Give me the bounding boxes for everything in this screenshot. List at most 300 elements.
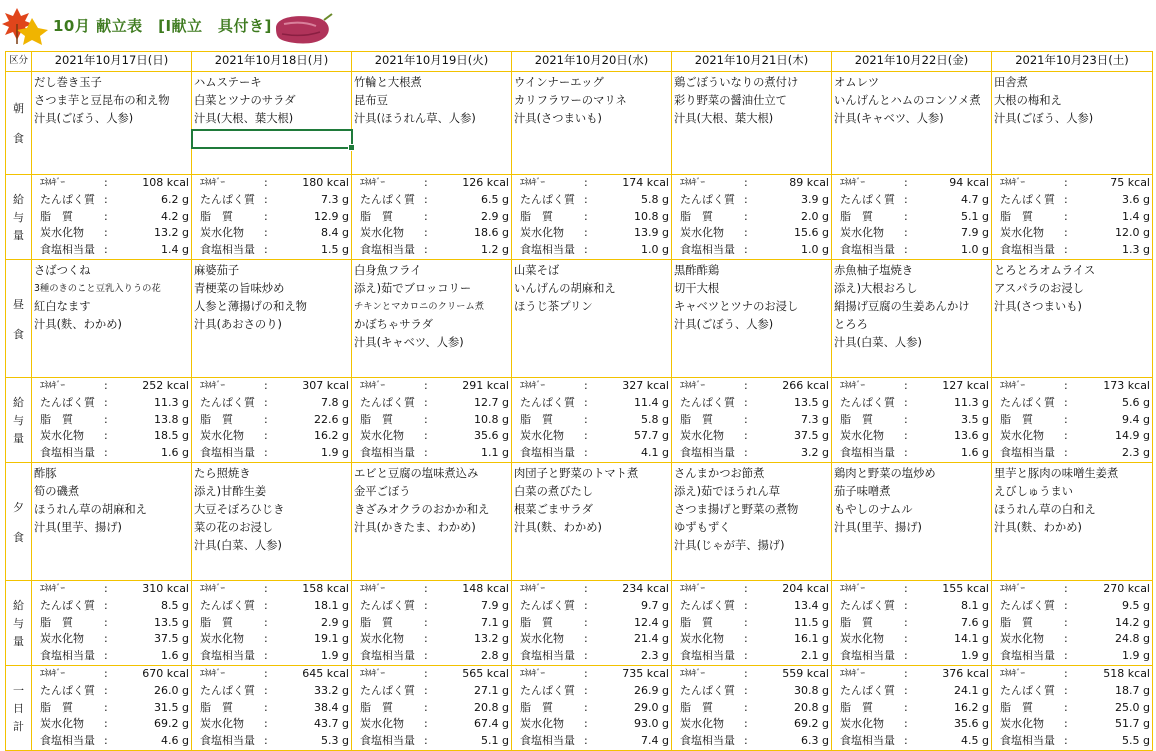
nutrient-value: 16.1 g xyxy=(794,632,829,646)
nutrition-row xyxy=(672,192,831,209)
nutrition-row xyxy=(992,445,1152,462)
dish-cell[interactable] xyxy=(192,72,352,175)
nutrition-cell[interactable] xyxy=(672,175,832,260)
date-header[interactable]: 2021年10月18日(月) xyxy=(192,52,352,72)
nutrition-cell[interactable] xyxy=(512,666,672,751)
nutrient-label: ｴﾈﾙｷﾞｰ xyxy=(360,178,385,188)
nutrient-label: たんぱく質 xyxy=(40,395,95,409)
nutrient-value: 2.3 g xyxy=(1122,446,1150,460)
nutrient-label: たんぱく質 xyxy=(200,683,255,697)
fill-handle[interactable] xyxy=(348,144,355,151)
nutrition-row xyxy=(832,445,991,462)
colon-separator: : xyxy=(584,700,588,714)
nutrient-label: ｴﾈﾙｷﾞｰ xyxy=(200,669,225,679)
nutrient-value: 2.9 g xyxy=(321,615,349,629)
dish-item: さんまかつお節煮 xyxy=(674,467,765,480)
nutrient-label: 炭水化物 xyxy=(200,632,244,646)
kyuyoryo-label-char: 与 xyxy=(13,617,24,630)
dish-item: 汁具(麩、わかめ) xyxy=(34,318,122,331)
nutrient-value: 7.4 g xyxy=(641,734,669,748)
nutrition-cell[interactable] xyxy=(992,175,1153,260)
sheet-header xyxy=(0,0,1156,50)
nutrition-row xyxy=(672,445,831,462)
colon-separator: : xyxy=(424,379,428,392)
dish-list xyxy=(192,72,351,128)
dish-cell[interactable] xyxy=(352,260,512,378)
colon-separator: : xyxy=(904,683,908,697)
nutrient-label: たんぱく質 xyxy=(360,598,415,612)
nutrition-row xyxy=(992,209,1152,226)
nutrition-row xyxy=(352,598,511,615)
nutrition-row xyxy=(512,666,671,683)
nutrition-cell[interactable] xyxy=(32,666,192,751)
dish-list xyxy=(512,72,671,128)
dish-cell[interactable] xyxy=(32,260,192,378)
nutrient-label: 脂 質 xyxy=(1000,209,1033,223)
nutrient-label: たんぱく質 xyxy=(360,683,415,697)
colon-separator: : xyxy=(264,598,268,612)
dish-item: 大根の梅和え xyxy=(994,94,1062,107)
lunch-label-char: 食 xyxy=(13,327,24,341)
nutrient-label: 脂 質 xyxy=(360,209,393,223)
colon-separator: : xyxy=(584,412,588,426)
nutrient-value: 7.8 g xyxy=(321,395,349,409)
dish-cell[interactable] xyxy=(672,72,832,175)
colon-separator: : xyxy=(264,379,268,392)
dish-item: 紅白なます xyxy=(34,300,91,313)
nutrient-value: 1.9 g xyxy=(1122,649,1150,663)
dish-item: 金平ごぼう xyxy=(354,485,411,498)
nutrition-cell[interactable] xyxy=(512,581,672,666)
nutrition-cell[interactable] xyxy=(992,378,1153,463)
nutrient-label: 脂 質 xyxy=(1000,700,1033,714)
dish-cell[interactable] xyxy=(992,72,1153,175)
nutrition-list xyxy=(192,666,351,750)
nutrition-row xyxy=(512,175,671,192)
nutrition-row xyxy=(992,615,1152,632)
nutrient-value: 3.2 g xyxy=(801,446,829,460)
colon-separator: : xyxy=(424,649,428,663)
dish-item: ゆずもずく xyxy=(674,521,731,534)
colon-separator: : xyxy=(1064,717,1068,731)
colon-separator: : xyxy=(584,667,588,680)
colon-separator: : xyxy=(1064,615,1068,629)
dish-item: 麻婆茄子 xyxy=(194,264,240,277)
colon-separator: : xyxy=(584,683,588,697)
nutrient-label: たんぱく質 xyxy=(200,395,255,409)
nutrition-row xyxy=(992,225,1152,242)
nutrition-row xyxy=(832,412,991,429)
nutrient-value: 1.6 g xyxy=(161,649,189,663)
nutrient-label: ｴﾈﾙｷﾞｰ xyxy=(40,381,65,391)
nutrition-list xyxy=(32,666,191,750)
dish-cell[interactable] xyxy=(992,260,1153,378)
colon-separator: : xyxy=(584,395,588,409)
nutrition-row xyxy=(672,242,831,259)
nutrient-label: 炭水化物 xyxy=(40,717,84,731)
dish-cell[interactable] xyxy=(32,72,192,175)
colon-separator: : xyxy=(264,615,268,629)
nutrition-row xyxy=(192,175,351,192)
nutrition-row xyxy=(832,242,991,259)
date-header[interactable]: 2021年10月17日(日) xyxy=(32,52,192,72)
nutrition-cell[interactable] xyxy=(192,666,352,751)
colon-separator: : xyxy=(264,446,268,460)
colon-separator: : xyxy=(1064,379,1068,392)
dish-cell[interactable] xyxy=(832,260,992,378)
nutrition-row xyxy=(352,615,511,632)
nutrient-value: 18.7 g xyxy=(1115,683,1150,697)
kyuyoryo-label-char: 給 xyxy=(13,396,24,409)
nutrient-value: 518 kcal xyxy=(1103,667,1150,680)
nutrient-value: 735 kcal xyxy=(622,667,669,680)
nutrition-cell[interactable] xyxy=(672,581,832,666)
nutrition-row xyxy=(672,733,831,750)
colon-separator: : xyxy=(904,446,908,460)
nutrient-label: 脂 質 xyxy=(40,700,73,714)
nutrient-value: 18.5 g xyxy=(154,429,189,443)
colon-separator: : xyxy=(744,209,748,223)
dish-item: 青梗菜の旨味炒め xyxy=(194,282,285,295)
nutrient-label: ｴﾈﾙｷﾞｰ xyxy=(360,669,385,679)
nutrient-label: 食塩相当量 xyxy=(520,649,575,663)
breakfast-label xyxy=(6,72,32,175)
nutrition-cell[interactable] xyxy=(32,378,192,463)
dish-list xyxy=(192,463,351,555)
nutrient-label: たんぱく質 xyxy=(680,683,735,697)
nutrient-label: ｴﾈﾙｷﾞｰ xyxy=(40,178,65,188)
dish-cell[interactable] xyxy=(512,260,672,378)
nutrient-value: 94 kcal xyxy=(949,176,989,189)
colon-separator: : xyxy=(744,176,748,189)
nutrient-value: 1.0 g xyxy=(641,243,669,257)
dish-cell[interactable] xyxy=(512,72,672,175)
date-header-row xyxy=(6,52,1153,72)
nutrition-row xyxy=(352,428,511,445)
nutrient-label: たんぱく質 xyxy=(200,598,255,612)
nutrient-value: 376 kcal xyxy=(942,667,989,680)
nutrient-label: 炭水化物 xyxy=(1000,632,1044,646)
date-header[interactable]: 2021年10月22日(金) xyxy=(832,52,992,72)
colon-separator: : xyxy=(1064,209,1068,223)
nutrient-label: 食塩相当量 xyxy=(40,243,95,257)
colon-separator: : xyxy=(424,683,428,697)
colon-separator: : xyxy=(424,615,428,629)
dish-item: ウインナーエッグ xyxy=(514,76,604,89)
nutrition-row xyxy=(32,175,191,192)
colon-separator: : xyxy=(264,700,268,714)
nutrient-value: 38.4 g xyxy=(314,700,349,714)
nutrition-list xyxy=(192,378,351,462)
nutrition-list xyxy=(352,581,511,665)
colon-separator: : xyxy=(264,717,268,731)
colon-separator: : xyxy=(584,446,588,460)
nutrition-cell[interactable] xyxy=(352,378,512,463)
dish-item: アスパラのお浸し xyxy=(994,282,1084,295)
colon-separator: : xyxy=(424,717,428,731)
nutrition-cell[interactable] xyxy=(832,175,992,260)
nutrient-label: 食塩相当量 xyxy=(360,734,415,748)
dish-cell[interactable] xyxy=(352,463,512,581)
colon-separator: : xyxy=(264,632,268,646)
nutrient-value: 18.1 g xyxy=(314,598,349,612)
dish-list xyxy=(32,72,191,128)
nutrition-row xyxy=(352,666,511,683)
nutrient-value: 7.9 g xyxy=(481,598,509,612)
nutrient-label: たんぱく質 xyxy=(1000,598,1055,612)
dish-list xyxy=(32,463,191,537)
dish-item: ほうれん草の白和え xyxy=(994,503,1096,516)
nutrient-value: 1.9 g xyxy=(321,446,349,460)
nutrient-label: 食塩相当量 xyxy=(360,446,415,460)
nutrition-row xyxy=(192,716,351,733)
colon-separator: : xyxy=(904,176,908,189)
nutrition-cell[interactable] xyxy=(832,378,992,463)
dish-cell[interactable] xyxy=(512,463,672,581)
nutrient-value: 7.6 g xyxy=(961,615,989,629)
nutrient-label: 炭水化物 xyxy=(360,226,404,240)
nutrient-label: 脂 質 xyxy=(680,209,713,223)
colon-separator: : xyxy=(904,598,908,612)
nutrient-label: ｴﾈﾙｷﾞｰ xyxy=(40,584,65,594)
nutrition-cell[interactable] xyxy=(512,175,672,260)
nutrition-row xyxy=(992,192,1152,209)
dish-cell[interactable] xyxy=(192,260,352,378)
dish-item: 田舎煮 xyxy=(994,76,1028,89)
nutrient-label: 炭水化物 xyxy=(520,632,564,646)
nutrition-row xyxy=(512,716,671,733)
nutrition-row xyxy=(32,631,191,648)
dish-cell[interactable] xyxy=(32,463,192,581)
nutrition-cell[interactable] xyxy=(32,175,192,260)
colon-separator: : xyxy=(584,243,588,257)
colon-separator: : xyxy=(264,683,268,697)
nutrition-row xyxy=(512,225,671,242)
dish-item: さつま揚げと野菜の煮物 xyxy=(674,503,799,516)
nutrition-cell[interactable] xyxy=(992,581,1153,666)
nutrition-list xyxy=(32,378,191,462)
nutrient-value: 37.5 g xyxy=(154,632,189,646)
colon-separator: : xyxy=(424,667,428,680)
nutrition-cell[interactable] xyxy=(32,581,192,666)
nutrient-label: 食塩相当量 xyxy=(40,649,95,663)
selected-cell[interactable] xyxy=(191,129,353,149)
dish-cell[interactable] xyxy=(672,260,832,378)
nutrient-value: 35.6 g xyxy=(474,429,509,443)
nutrition-cell[interactable] xyxy=(352,175,512,260)
colon-separator: : xyxy=(424,395,428,409)
dish-item: 汁具(ほうれん草、人参) xyxy=(354,112,476,125)
kyuyoryo-label xyxy=(6,175,32,260)
colon-separator: : xyxy=(264,226,268,240)
nutrient-label: 脂 質 xyxy=(40,615,73,629)
nutrient-value: 11.3 g xyxy=(954,395,989,409)
daily_total-label-stack xyxy=(6,666,31,750)
date-header[interactable]: 2021年10月19日(火) xyxy=(352,52,512,72)
colon-separator: : xyxy=(264,192,268,206)
dish-list xyxy=(832,72,991,128)
colon-separator: : xyxy=(264,734,268,748)
dish-cell[interactable] xyxy=(832,463,992,581)
dish-item: 茄子味噌煮 xyxy=(834,485,891,498)
nutrient-value: 2.0 g xyxy=(801,209,829,223)
breakfast-label-stack xyxy=(6,72,31,174)
nutrient-label: 食塩相当量 xyxy=(360,243,415,257)
nutrient-value: 126 kcal xyxy=(462,176,509,189)
nutrient-label: 炭水化物 xyxy=(200,226,244,240)
colon-separator: : xyxy=(104,446,108,460)
nutrition-row xyxy=(832,192,991,209)
nutrition-cell[interactable] xyxy=(192,581,352,666)
nutrition-row xyxy=(512,581,671,598)
nutrition-cell[interactable] xyxy=(832,666,992,751)
colon-separator: : xyxy=(104,412,108,426)
nutrition-row xyxy=(512,428,671,445)
colon-separator: : xyxy=(744,582,748,595)
nutrition-row xyxy=(992,378,1152,395)
colon-separator: : xyxy=(584,717,588,731)
colon-separator: : xyxy=(584,598,588,612)
colon-separator: : xyxy=(744,598,748,612)
nutrition-row xyxy=(672,378,831,395)
nutrition-row xyxy=(352,581,511,598)
nutrition-cell[interactable] xyxy=(192,378,352,463)
nutrition-cell[interactable] xyxy=(192,175,352,260)
nutrition-row xyxy=(832,598,991,615)
nutrient-value: 13.8 g xyxy=(154,412,189,426)
dish-item: 竹輪と大根煮 xyxy=(354,76,422,89)
nutrient-label: 脂 質 xyxy=(1000,412,1033,426)
nutrient-value: 1.6 g xyxy=(961,446,989,460)
nutrient-label: 食塩相当量 xyxy=(680,446,735,460)
dish-item: 絹揚げ豆腐の生姜あんかけ xyxy=(834,300,970,313)
date-header[interactable]: 2021年10月23日(土) xyxy=(992,52,1153,72)
nutrition-cell[interactable] xyxy=(832,581,992,666)
nutrition-row xyxy=(512,378,671,395)
dish-item: 添え)大根おろし xyxy=(834,282,918,295)
nutrient-value: 8.5 g xyxy=(161,598,189,612)
nutrition-cell[interactable] xyxy=(352,581,512,666)
nutrient-label: たんぱく質 xyxy=(520,395,575,409)
nutrient-label: 食塩相当量 xyxy=(40,734,95,748)
dish-cell[interactable] xyxy=(192,463,352,581)
nutrient-value: 31.5 g xyxy=(154,700,189,714)
nutrient-label: 炭水化物 xyxy=(1000,429,1044,443)
dish-list xyxy=(512,463,671,537)
nutrient-value: 29.0 g xyxy=(634,700,669,714)
nutrient-value: 20.8 g xyxy=(474,700,509,714)
nutrition-row xyxy=(512,615,671,632)
nutrition-row xyxy=(832,378,991,395)
dish-item: 白菜とツナのサラダ xyxy=(194,94,296,107)
nutrient-value: 11.3 g xyxy=(154,395,189,409)
nutrient-label: 食塩相当量 xyxy=(680,243,735,257)
dish-item: 鶏ごぼういなりの煮付け xyxy=(674,76,799,89)
nutrition-row xyxy=(192,225,351,242)
nutrient-value: 43.7 g xyxy=(314,717,349,731)
nutrient-label: 脂 質 xyxy=(840,700,873,714)
dish-list xyxy=(32,260,191,334)
dish-item: 添え)茹でほうれん草 xyxy=(674,485,781,498)
nutrient-value: 12.7 g xyxy=(474,395,509,409)
colon-separator: : xyxy=(1064,683,1068,697)
nutrient-label: 炭水化物 xyxy=(840,632,884,646)
nutrient-label: 食塩相当量 xyxy=(1000,446,1055,460)
colon-separator: : xyxy=(744,683,748,697)
nutrition-row xyxy=(192,412,351,429)
dish-item: だし巻き玉子 xyxy=(34,76,102,89)
nutrition-row xyxy=(352,209,511,226)
nutrient-value: 6.5 g xyxy=(481,192,509,206)
colon-separator: : xyxy=(904,412,908,426)
nutrition-cell[interactable] xyxy=(672,378,832,463)
nutrient-value: 9.4 g xyxy=(1122,412,1150,426)
nutrient-value: 1.4 g xyxy=(1122,209,1150,223)
colon-separator: : xyxy=(424,176,428,189)
nutrient-value: 13.4 g xyxy=(794,598,829,612)
nutrition-row xyxy=(32,209,191,226)
nutrition-row xyxy=(352,631,511,648)
nutrition-row xyxy=(192,581,351,598)
nutrition-cell[interactable] xyxy=(992,666,1153,751)
dish-cell[interactable] xyxy=(672,463,832,581)
dish-list xyxy=(672,260,831,334)
nutrition-list xyxy=(32,175,191,259)
nutrition-row xyxy=(512,648,671,665)
date-header[interactable]: 2021年10月21日(木) xyxy=(672,52,832,72)
nutrition-cell[interactable] xyxy=(352,666,512,751)
date-header[interactable]: 2021年10月20日(水) xyxy=(512,52,672,72)
colon-separator: : xyxy=(104,429,108,443)
nutrition-row xyxy=(192,445,351,462)
nutrient-value: 7.9 g xyxy=(961,226,989,240)
colon-separator: : xyxy=(424,446,428,460)
nutrition-list xyxy=(672,378,831,462)
nutrient-label: ｴﾈﾙｷﾞｰ xyxy=(1000,584,1025,594)
nutrient-label: 食塩相当量 xyxy=(360,649,415,663)
kyuyoryo-label xyxy=(6,378,32,463)
dish-item: 汁具(大根、葉大根) xyxy=(194,112,294,125)
nutrient-label: たんぱく質 xyxy=(520,192,575,206)
dish-cell[interactable] xyxy=(992,463,1153,581)
colon-separator: : xyxy=(264,429,268,443)
nutrition-cell[interactable] xyxy=(512,378,672,463)
dish-cell[interactable] xyxy=(832,72,992,175)
nutrition-cell[interactable] xyxy=(672,666,832,751)
nutrition-row xyxy=(672,412,831,429)
nutrient-label: 炭水化物 xyxy=(520,226,564,240)
nutrition-row xyxy=(992,598,1152,615)
dish-item: いんげんの胡麻和え xyxy=(514,282,616,295)
nutrient-label: 脂 質 xyxy=(680,700,713,714)
nutrient-value: 22.6 g xyxy=(314,412,349,426)
nutrition-row xyxy=(672,716,831,733)
dish-item: 人参と薄揚げの和え物 xyxy=(194,300,307,313)
colon-separator: : xyxy=(904,582,908,595)
dish-cell[interactable] xyxy=(352,72,512,175)
nutrition-list xyxy=(512,581,671,665)
dish-item: オムレツ xyxy=(834,76,880,89)
nutrient-label: 炭水化物 xyxy=(680,632,724,646)
colon-separator: : xyxy=(744,446,748,460)
colon-separator: : xyxy=(1064,632,1068,646)
dish-item: ほうじ茶プリン xyxy=(514,300,593,313)
lunch-label-char: 昼 xyxy=(13,297,24,311)
nutrition-row xyxy=(832,225,991,242)
colon-separator: : xyxy=(1064,176,1068,189)
nutrition-row xyxy=(512,733,671,750)
colon-separator: : xyxy=(424,582,428,595)
